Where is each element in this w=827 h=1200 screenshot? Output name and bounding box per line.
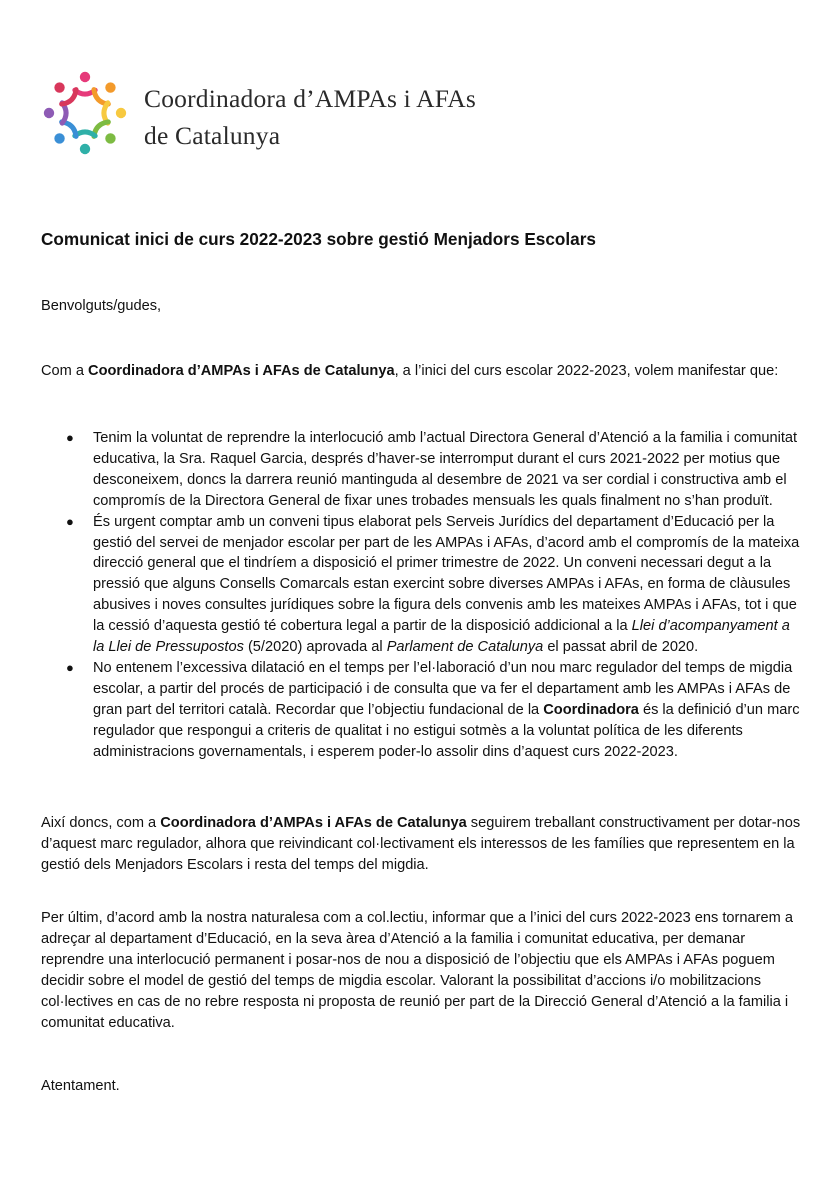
bullet-marker: ● (66, 430, 74, 445)
logo-figure-head (105, 82, 115, 92)
intro-text-before: Com a (41, 363, 89, 379)
closing-salutation: Atentament. (41, 1078, 120, 1094)
body-paragraph: Per últim, d’acord amb la nostra naturalesa com a col.lectiu, informar que a l’inici del curs 2022-2023 ens tornarem a adreçar al departament d’Educació, en la seva àrea d’Atenció a la familia i comunitat educativa, per demanar reprendre una interlocució permanent i posar-nos de nou a disposició de l’objectiu que els AMPAs i AFAs poguem decidir sobre el model de gestió del temps de migdia escolar. Valorant la possibilitat d’accions i/o mobilitzacions col·lectives en cas de no rebre resposta ni proposta de reunió per part de la Direcció General d’Atenció a la familia i comunitat educativa. (41, 910, 793, 1031)
bullet-text: el passat abril de 2020. (543, 639, 699, 656)
bullet-marker: ● (66, 659, 74, 675)
list-item (41, 658, 801, 763)
bullet-text: és la definició d’un marc regulador que respongui a criteris de qualitat i no estigui sotmès a la voluntat política de les diferents administracions governamentals, i esperem poder-lo assolir dins d’aquest curs 2022-2023. (93, 701, 800, 760)
bullet-marker: ● (66, 513, 74, 529)
bullet-text: No entenem l’excessiva dilatació en el temps per l’el·laboració d’un nou marc regulador del temps de migdia escolar, a partir del procés de participació i de consulta que va fer el departament amb les AMPAs i AFAs de gran part del territori català. Recordar que l’objectiu fundacional de la (93, 659, 793, 718)
list-item (41, 428, 801, 512)
parliament-reference: Parlament de Catalunya (386, 639, 544, 656)
paragraph-text: Així doncs, com a (41, 815, 161, 831)
intro-text-after: , a l’inici del curs escolar 2022-2023, volem manifestar que: (394, 363, 779, 379)
letterhead (40, 68, 740, 158)
law-reference: Llei d’acompanyament a la Llei de Pressupostos (93, 618, 790, 656)
logo-figure-head (44, 108, 54, 118)
logo-figure-head (116, 108, 126, 118)
body-paragraph (41, 813, 801, 876)
list-item (41, 512, 801, 658)
document-title: Comunicat inici de curs 2022-2023 sobre gestió Menjadors Escolars (41, 229, 596, 249)
logo-figure-head (54, 133, 64, 143)
organization-name-line2: de Catalunya (144, 121, 281, 150)
organization-logo (40, 68, 130, 158)
org-short-name: Coordinadora (543, 701, 639, 718)
paragraph-text: seguirem treballant constructivament per dotar-nos d’aquest marc regulador, alhora que reivindicant col·lectivament els interessos de les famílies que representem en la gestió dels Menjadors Escolars i resta del temps del migdia. (41, 815, 801, 873)
demands-list (41, 428, 801, 763)
greeting: Benvolguts/gudes, (41, 298, 162, 314)
logo-figure-head (80, 144, 90, 154)
organization-name-line1: Coordinadora d’AMPAs i AFAs (144, 84, 476, 113)
organization-name (144, 80, 476, 154)
paragraph-org-name: Coordinadora d’AMPAs i AFAs de Catalunya (160, 815, 467, 831)
logo-figure-head (54, 82, 64, 92)
logo-figure-head (105, 133, 115, 143)
logo-figure-arms (62, 90, 76, 104)
bullet-text: És urgent comptar amb un conveni tipus elaborat pels Serveis Jurídics del departament d’Educació per la gestió del servei de menjador escolar per part de les AMPAs i AFAs, d’acord amb el compromís de la mateixa direcció general que el tindríem a disposició el primer trimestre de 2022. Un conveni necessari degut a la pressió que alguns Consells Comarcals estan exercint sobre diverses AMPAs i AFAs, en forma de clàusules abusives i noves consultes jurídiques sobre la figura dels convenis amb les mateixes AMPAs i AFAs, tot i que la cessió d’aquesta gestió té cobertura legal a partir de la disposició addicional a la (93, 513, 800, 635)
bullet-text: Tenim la voluntat de reprendre la interlocució amb l’actual Directora General d’Atenció a la familia i comunitat educativa, la Sra. Raquel Garcia, després d’haver-se interromput durant el curs 2021-2022 per motius que desconeixem, doncs la darrera reunió mantinguda al desembre de 2021 va ser cordial i constructiva amb el compromís de la Directora General de fixar unes trobades mensuals les quals finalment no s’han produït. (93, 430, 798, 509)
bullet-text: (5/2020) aprovada al (243, 639, 387, 656)
logo-figure-head (80, 72, 90, 82)
intro-org-name: Coordinadora d’AMPAs i AFAs de Catalunya (88, 363, 395, 379)
intro-paragraph (41, 363, 801, 379)
